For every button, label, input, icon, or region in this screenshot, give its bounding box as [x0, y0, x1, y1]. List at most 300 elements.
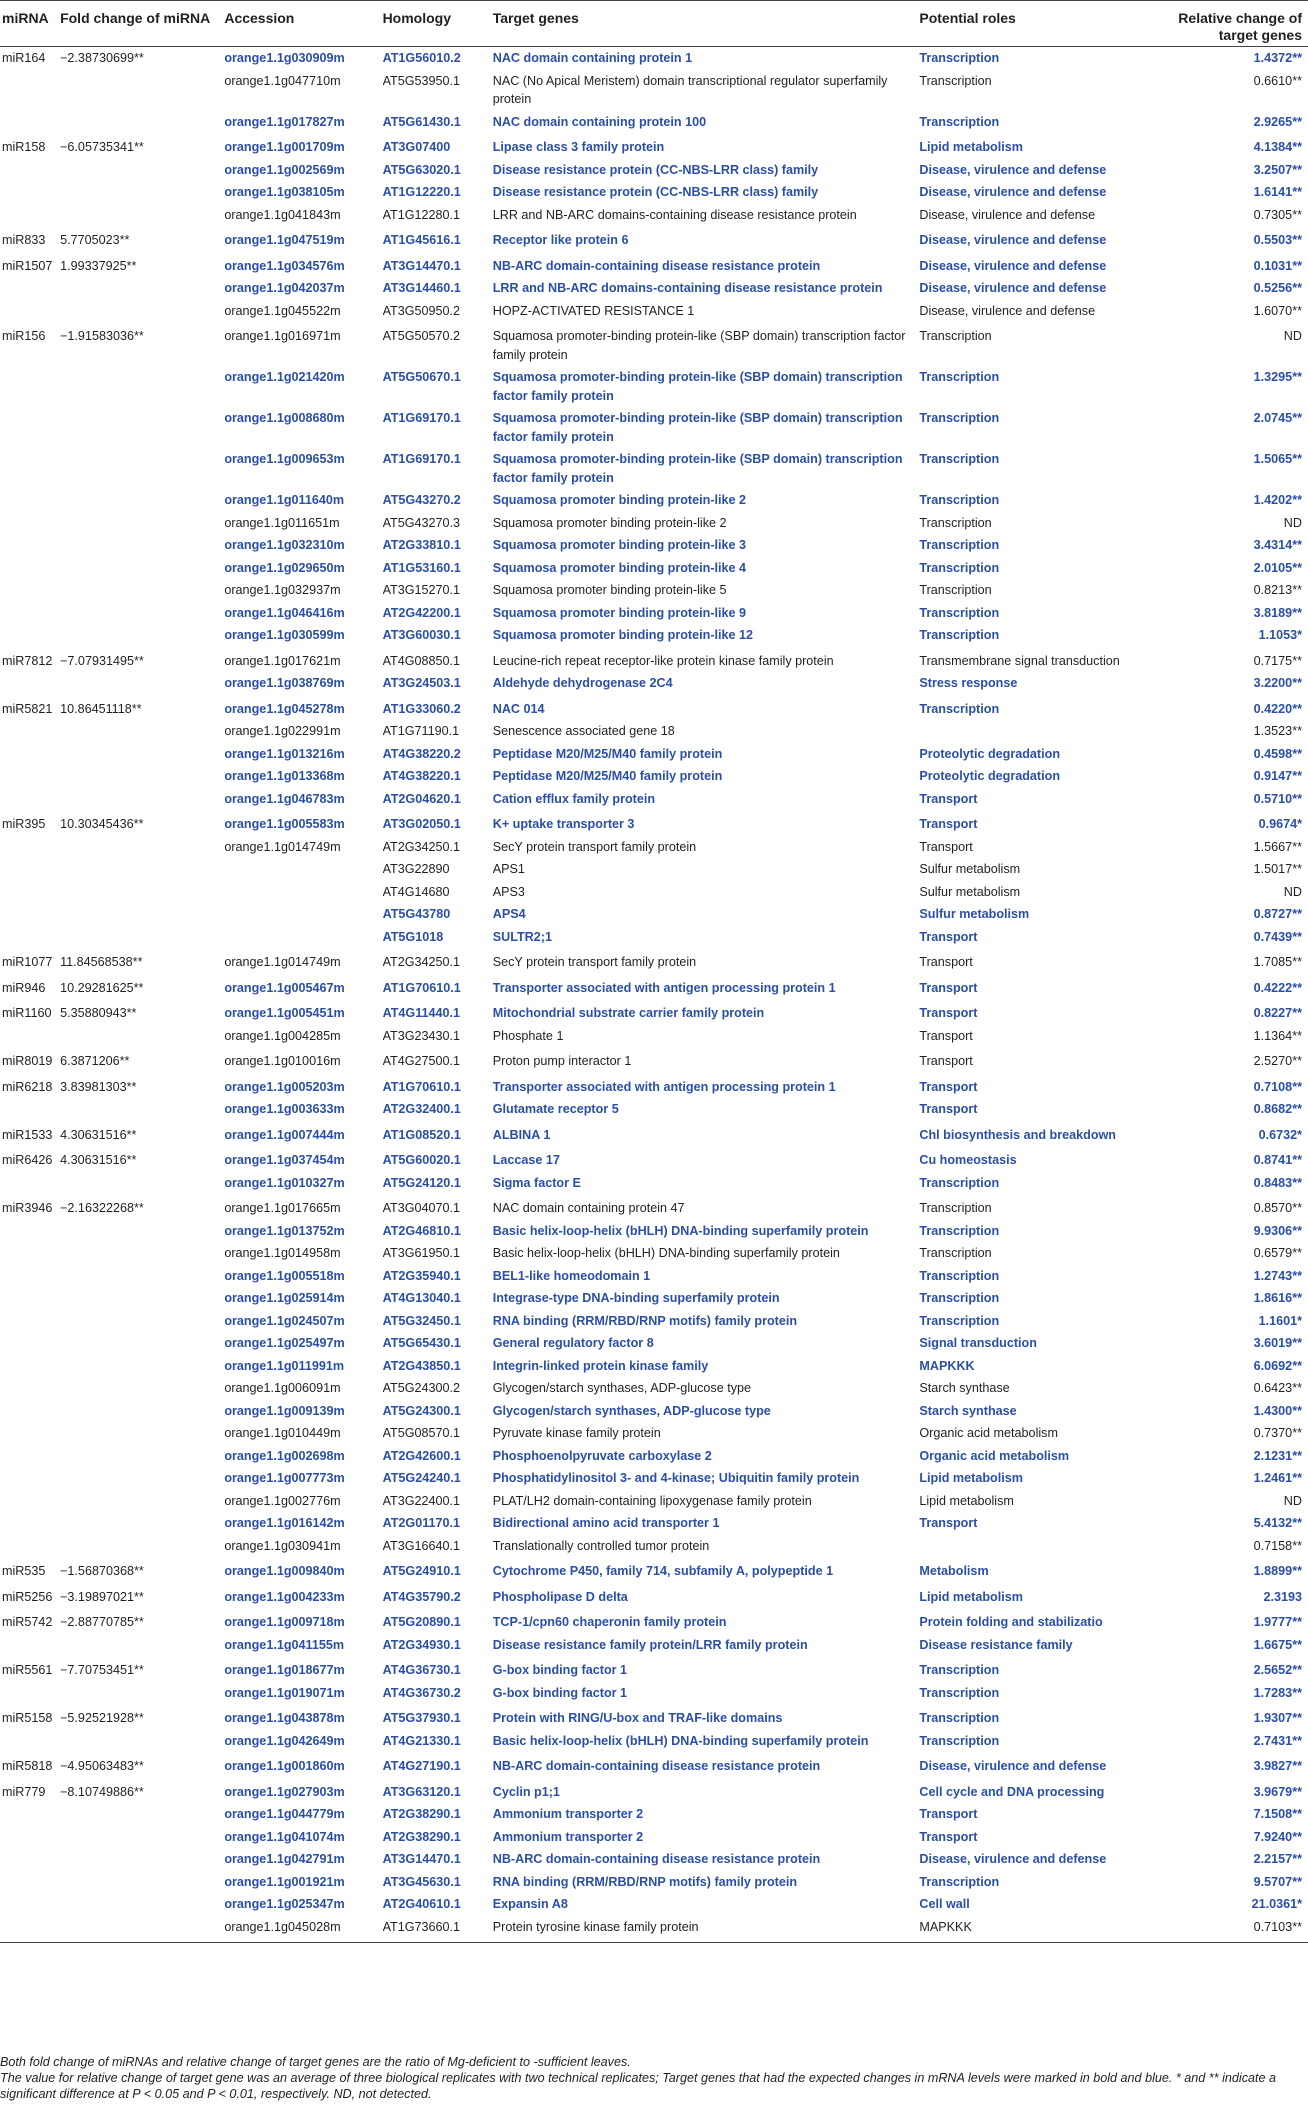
- cell-relative-change: 0.9147**: [1253, 769, 1302, 783]
- cell-homology: AT1G12220.1: [382, 185, 461, 199]
- cell-target-gene: General regulatory factor 8: [492, 1336, 654, 1350]
- table-row: [0, 1916, 1308, 1943]
- cell-relative-change: 2.3193: [1263, 1589, 1302, 1604]
- cell-homology: AT3G04070.1: [382, 1201, 461, 1215]
- table-row: [0, 1752, 1308, 1778]
- table-row: [0, 1893, 1308, 1916]
- table-row: [0, 111, 1308, 134]
- cell-potential-role: Transcription: [919, 1733, 1000, 1748]
- cell-fold-change: [60, 1220, 224, 1243]
- cell-homology: AT1G70610.1: [382, 980, 461, 995]
- table-row: [0, 1422, 1308, 1445]
- cell-potential-role: Starch synthase: [919, 1403, 1017, 1418]
- cell-potential-role: Transmembrane signal transduction: [919, 653, 1120, 668]
- cell-mirna: [0, 181, 60, 204]
- cell-homology: AT4G08850.1: [382, 653, 461, 668]
- cell-fold-change: [60, 557, 224, 580]
- cell-homology: AT5G60020.1: [382, 1153, 461, 1167]
- cell-fold-change: −1.56870368**: [60, 1564, 144, 1578]
- cell-target-gene: Squamosa promoter-binding protein-like (SBP domain) transcription factor family protein: [492, 329, 906, 362]
- cell-relative-change: 1.5667**: [1253, 839, 1302, 854]
- cell-potential-role: Transcription: [919, 1685, 1000, 1700]
- cell-target-gene: Cytochrome P450, family 714, subfamily A, polypeptide 1: [492, 1564, 834, 1578]
- cell-mirna: miR6426: [2, 1153, 53, 1167]
- cell-accession: [224, 858, 382, 881]
- cell-fold-change: [60, 1422, 224, 1445]
- cell-accession: orange1.1g011640m: [224, 493, 345, 507]
- cell-accession: orange1.1g025347m: [224, 1897, 345, 1911]
- cell-target-gene: Glycogen/starch synthases, ADP-glucose type: [492, 1403, 771, 1418]
- cell-target-gene: Peptidase M20/M25/M40 family protein: [492, 746, 723, 761]
- table-row: [0, 1583, 1308, 1609]
- cell-fold-change: [60, 1098, 224, 1121]
- cell-potential-role: Transport: [919, 791, 978, 806]
- cell-mirna: [0, 672, 60, 695]
- cell-accession: orange1.1g042649m: [224, 1733, 345, 1748]
- cell-mirna: [0, 111, 60, 134]
- cell-mirna: miR6218: [2, 1079, 53, 1094]
- cell-accession: orange1.1g038769m: [224, 676, 345, 690]
- cell-homology: AT2G38290.1: [382, 1807, 461, 1821]
- cell-accession: [224, 881, 382, 904]
- cell-relative-change: 1.3523**: [1253, 724, 1302, 738]
- cell-homology: AT1G45616.1: [382, 233, 461, 247]
- cell-target-gene: SULTR2;1: [492, 929, 552, 944]
- cell-fold-change: −2.16322268**: [60, 1201, 144, 1215]
- table-row: [0, 277, 1308, 300]
- table-row: [0, 407, 1308, 448]
- cell-homology: AT1G71190.1: [382, 724, 460, 738]
- cell-accession: orange1.1g041155m: [224, 1637, 345, 1652]
- cell-mirna: miR1160: [2, 1006, 52, 1020]
- cell-relative-change: 1.6070**: [1253, 303, 1302, 318]
- cell-fold-change: [60, 534, 224, 557]
- cell-target-gene: Ammonium transporter 2: [492, 1829, 644, 1844]
- cell-mirna: miR395: [2, 817, 46, 831]
- cell-homology: AT5G08570.1: [382, 1426, 461, 1440]
- cell-relative-change: 21.0361*: [1251, 1897, 1302, 1911]
- cell-relative-change: 0.4222**: [1253, 980, 1302, 995]
- cell-target-gene: Cyclin p1;1: [492, 1784, 560, 1799]
- cell-mirna: [0, 1422, 60, 1445]
- table-row: [0, 1826, 1308, 1849]
- cell-fold-change: −2.38730699**: [60, 51, 144, 65]
- table-row: [0, 1656, 1308, 1682]
- cell-homology: AT4G21330.1: [382, 1733, 461, 1748]
- cell-potential-role: Disease, virulence and defense: [919, 162, 1107, 177]
- cell-mirna: [0, 926, 60, 949]
- cell-accession: orange1.1g045278m: [224, 701, 345, 716]
- cell-mirna: [0, 1634, 60, 1657]
- cell-relative-change: 5.4132**: [1253, 1516, 1302, 1530]
- cell-homology: AT1G69170.1: [382, 452, 461, 466]
- cell-relative-change: 0.7108**: [1253, 1079, 1302, 1094]
- table-row: [0, 159, 1308, 182]
- table-row: [0, 1265, 1308, 1288]
- cell-potential-role: Transcription: [919, 1291, 1000, 1305]
- cell-target-gene: Ammonium transporter 2: [492, 1807, 644, 1821]
- cell-fold-change: [60, 1332, 224, 1355]
- table-row: [0, 1146, 1308, 1172]
- cell-homology: AT4G27500.1: [382, 1054, 461, 1068]
- cell-fold-change: 11.84568538**: [60, 955, 143, 969]
- cell-accession: orange1.1g034576m: [224, 258, 345, 273]
- cell-accession: orange1.1g030599m: [224, 628, 345, 642]
- cell-target-gene: Senescence associated gene 18: [492, 724, 675, 738]
- cell-mirna: miR5561: [2, 1663, 53, 1677]
- cell-potential-role: Transcription: [919, 452, 1000, 466]
- cell-homology: AT1G53160.1: [382, 560, 461, 575]
- cell-potential-role: Transcription: [919, 1175, 1000, 1190]
- cell-mirna: [0, 765, 60, 788]
- cell-potential-role: Transcription: [919, 605, 1000, 620]
- cell-target-gene: LRR and NB-ARC domains-containing disease resistance protein: [492, 281, 883, 295]
- cell-target-gene: APS3: [492, 884, 525, 899]
- table-row: [0, 858, 1308, 881]
- cell-homology: AT3G02050.1: [382, 817, 461, 831]
- cell-target-gene: Squamosa promoter binding protein-like 5: [492, 583, 727, 597]
- cell-accession: orange1.1g003633m: [224, 1102, 345, 1116]
- cell-potential-role: Transport: [919, 1807, 978, 1821]
- cell-homology: AT5G43270.3: [382, 515, 461, 530]
- cell-accession: orange1.1g008680m: [224, 411, 345, 425]
- cell-target-gene: Leucine-rich repeat receptor-like protein kinase family protein: [492, 653, 834, 668]
- table-row: [0, 489, 1308, 512]
- cell-accession: orange1.1g005518m: [224, 1268, 345, 1283]
- cell-target-gene: Squamosa promoter binding protein-like 2: [492, 515, 727, 530]
- cell-accession: orange1.1g046416m: [224, 605, 345, 620]
- cell-potential-role: Transcription: [919, 114, 1000, 129]
- cell-target-gene: NAC domain containing protein 100: [492, 114, 707, 129]
- cell-fold-change: [60, 1377, 224, 1400]
- cell-accession: orange1.1g007444m: [224, 1127, 345, 1142]
- cell-fold-change: [60, 1242, 224, 1265]
- table-row: [0, 1025, 1308, 1048]
- cell-homology: AT3G07400: [382, 140, 451, 154]
- cell-mirna: [0, 489, 60, 512]
- cell-target-gene: Transporter associated with antigen processing protein 1: [492, 1079, 836, 1094]
- cell-relative-change: 3.9827**: [1253, 1759, 1302, 1773]
- table-row: [0, 133, 1308, 159]
- cell-mirna: miR535: [2, 1564, 46, 1578]
- cell-target-gene: Basic helix-loop-helix (bHLH) DNA-binding superfamily protein: [492, 1733, 869, 1748]
- cell-accession: orange1.1g047710m: [224, 73, 341, 88]
- cell-target-gene: Sigma factor E: [492, 1175, 581, 1190]
- cell-relative-change: 1.4372**: [1253, 51, 1302, 65]
- cell-mirna: [0, 858, 60, 881]
- cell-fold-change: [60, 788, 224, 811]
- cell-relative-change: 1.1053*: [1258, 628, 1302, 642]
- table-footnotes: [0, 2054, 1300, 2102]
- cell-homology: AT2G40610.1: [382, 1897, 461, 1911]
- cell-target-gene: SecY protein transport family protein: [492, 839, 697, 854]
- cell-relative-change: 0.6732*: [1258, 1127, 1302, 1142]
- cell-potential-role: MAPKKK: [919, 1916, 1163, 1943]
- cell-relative-change: 1.8616**: [1253, 1291, 1302, 1305]
- cell-potential-role: Disease, virulence and defense: [919, 258, 1107, 273]
- cell-mirna: [0, 1310, 60, 1333]
- cell-mirna: [0, 512, 60, 535]
- cell-potential-role: Transport: [919, 1079, 978, 1094]
- cell-homology: AT4G14680: [382, 884, 450, 899]
- cell-accession: [224, 903, 382, 926]
- cell-relative-change: 9.5707**: [1253, 1874, 1302, 1889]
- cell-potential-role: Transport: [919, 955, 973, 969]
- cell-potential-role: Disease, virulence and defense: [919, 207, 1096, 222]
- cell-potential-role: Disease, virulence and defense: [919, 233, 1107, 247]
- cell-potential-role: Disease, virulence and defense: [919, 303, 1096, 318]
- cell-accession: orange1.1g014958m: [224, 1246, 341, 1260]
- cell-accession: orange1.1g019071m: [224, 1685, 345, 1700]
- cell-homology: AT2G32400.1: [382, 1102, 461, 1116]
- cell-potential-role: Transcription: [919, 370, 1000, 384]
- cell-relative-change: 0.7370**: [1253, 1426, 1302, 1440]
- cell-fold-change: [60, 159, 224, 182]
- cell-potential-role: Transport: [919, 1028, 973, 1043]
- cell-fold-change: −1.91583036**: [60, 329, 144, 343]
- cell-mirna: miR779: [2, 1784, 46, 1799]
- cell-homology: AT2G38290.1: [382, 1829, 461, 1844]
- cell-potential-role: Transport: [919, 929, 978, 944]
- cell-target-gene: Squamosa promoter-binding protein-like (SBP domain) transcription factor family protein: [492, 452, 903, 485]
- table-row: [0, 1242, 1308, 1265]
- cell-relative-change: 1.4202**: [1253, 493, 1302, 507]
- footnote-1: Both fold change of miRNAs and relative change of target genes are the ratio of Mg-deficient to -sufficient leaves.: [0, 2055, 631, 2069]
- cell-relative-change: 1.6675**: [1253, 1637, 1302, 1652]
- cell-accession: orange1.1g010449m: [224, 1426, 341, 1440]
- cell-mirna: miR5818: [2, 1759, 53, 1773]
- cell-potential-role: Stress response: [919, 676, 1018, 690]
- cell-target-gene: ALBINA 1: [492, 1127, 551, 1142]
- cell-accession: orange1.1g002776m: [224, 1493, 341, 1508]
- table-row: [0, 1194, 1308, 1220]
- cell-mirna: [0, 579, 60, 602]
- cell-fold-change: [60, 672, 224, 695]
- cell-fold-change: [60, 765, 224, 788]
- cell-relative-change: 0.8227**: [1253, 1006, 1302, 1020]
- cell-potential-role: Transcription: [919, 411, 1000, 425]
- cell-potential-role: Lipid metabolism: [919, 1589, 1023, 1604]
- cell-fold-change: [60, 1730, 224, 1753]
- cell-homology: AT3G45630.1: [382, 1874, 461, 1889]
- cell-relative-change: 1.2743**: [1253, 1268, 1302, 1283]
- cell-fold-change: [60, 903, 224, 926]
- cell-fold-change: −4.95063483**: [60, 1759, 144, 1773]
- cell-relative-change: 2.1231**: [1253, 1448, 1302, 1463]
- cell-mirna: [0, 788, 60, 811]
- cell-potential-role: Transcription: [919, 329, 992, 343]
- cell-fold-change: [60, 1803, 224, 1826]
- cell-fold-change: [60, 1871, 224, 1894]
- cell-homology: AT2G01170.1: [382, 1516, 461, 1530]
- cell-target-gene: Squamosa promoter-binding protein-like (SBP domain) transcription factor family protein: [492, 370, 903, 403]
- cell-relative-change: 3.4314**: [1253, 538, 1302, 552]
- cell-relative-change: 3.8189**: [1253, 605, 1302, 620]
- cell-potential-role: MAPKKK: [919, 1358, 975, 1373]
- cell-homology: AT1G70610.1: [382, 1079, 461, 1094]
- cell-homology: AT2G43850.1: [382, 1358, 461, 1373]
- cell-accession: orange1.1g045522m: [224, 303, 341, 318]
- cell-relative-change: ND: [1283, 884, 1302, 899]
- cell-fold-change: [60, 1265, 224, 1288]
- cell-potential-role: Starch synthase: [919, 1381, 1010, 1395]
- cell-mirna: [0, 624, 60, 647]
- cell-potential-role: Chl biosynthesis and breakdown: [919, 1127, 1116, 1142]
- cell-potential-role: Transcription: [919, 493, 1000, 507]
- cell-fold-change: [60, 1310, 224, 1333]
- cell-accession: orange1.1g032937m: [224, 583, 341, 597]
- cell-relative-change: 2.7431**: [1253, 1733, 1302, 1748]
- cell-relative-change: 0.7175**: [1253, 653, 1302, 668]
- cell-potential-role: Disease, virulence and defense: [919, 185, 1107, 199]
- cell-potential-role: [919, 1535, 1163, 1558]
- cell-potential-role: Transcription: [919, 1711, 1000, 1725]
- cell-potential-role: Cell wall: [919, 1897, 970, 1911]
- cell-mirna: [0, 534, 60, 557]
- table-row: [0, 695, 1308, 721]
- cell-potential-role: Transcription: [919, 51, 1000, 65]
- cell-accession: orange1.1g010016m: [224, 1054, 341, 1068]
- cell-homology: AT1G33060.2: [382, 701, 461, 716]
- cell-target-gene: Pyruvate kinase family protein: [492, 1426, 661, 1440]
- cell-relative-change: 6.0692**: [1253, 1358, 1302, 1373]
- cell-mirna: [0, 1265, 60, 1288]
- cell-target-gene: TCP-1/cpn60 chaperonin family protein: [492, 1615, 727, 1629]
- cell-accession: orange1.1g045028m: [224, 1916, 382, 1943]
- cell-fold-change: −8.10749886**: [60, 1784, 144, 1799]
- cell-mirna: miR158: [2, 140, 46, 154]
- cell-potential-role: Transport: [919, 1102, 978, 1116]
- cell-accession: orange1.1g042791m: [224, 1852, 345, 1866]
- cell-potential-role: Lipid metabolism: [919, 1493, 1014, 1508]
- cell-potential-role: Transport: [919, 817, 978, 831]
- cell-relative-change: 1.2461**: [1253, 1471, 1302, 1485]
- cell-accession: orange1.1g011651m: [224, 515, 340, 530]
- cell-homology: AT5G32450.1: [382, 1313, 461, 1328]
- cell-potential-role: Transport: [919, 839, 973, 854]
- cell-relative-change: 0.7305**: [1253, 207, 1302, 222]
- cell-relative-change: 3.2507**: [1253, 162, 1302, 177]
- cell-accession: orange1.1g009840m: [224, 1564, 345, 1578]
- cell-homology: AT4G38220.1: [382, 769, 461, 783]
- cell-mirna: [0, 557, 60, 580]
- header-potential-roles: Potential roles: [919, 1, 1163, 47]
- cell-fold-change: [60, 1916, 224, 1943]
- cell-mirna: [0, 300, 60, 323]
- cell-fold-change: [60, 366, 224, 407]
- cell-homology: AT3G60030.1: [382, 628, 461, 642]
- cell-homology: AT5G50570.2: [382, 329, 461, 343]
- cell-mirna: [0, 1220, 60, 1243]
- cell-homology: AT3G61950.1: [382, 1246, 461, 1260]
- cell-fold-change: [60, 881, 224, 904]
- cell-accession: orange1.1g042037m: [224, 281, 345, 295]
- cell-fold-change: −6.05735341**: [60, 140, 144, 154]
- cell-fold-change: [60, 489, 224, 512]
- cell-fold-change: [60, 1893, 224, 1916]
- cell-potential-role: Transcription: [919, 1874, 1000, 1889]
- cell-potential-role: Transcription: [919, 1313, 1000, 1328]
- cell-homology: AT4G11440.1: [382, 1006, 461, 1020]
- cell-fold-change: [60, 181, 224, 204]
- cell-fold-change: [60, 1826, 224, 1849]
- header-mirna: miRNA: [0, 1, 60, 47]
- cell-accession: orange1.1g014749m: [224, 955, 341, 969]
- cell-target-gene: Squamosa promoter-binding protein-like (SBP domain) transcription factor family protein: [492, 411, 903, 444]
- cell-relative-change: 0.5503**: [1253, 233, 1302, 247]
- cell-mirna: [0, 1682, 60, 1705]
- cell-mirna: [0, 1490, 60, 1513]
- cell-potential-role: Transcription: [919, 1663, 1000, 1677]
- cell-accession: orange1.1g005451m: [224, 1006, 345, 1020]
- cell-mirna: [0, 903, 60, 926]
- cell-homology: AT4G27190.1: [382, 1759, 461, 1773]
- cell-relative-change: 0.8727**: [1253, 907, 1302, 921]
- cell-target-gene: Receptor like protein 6: [492, 233, 629, 247]
- cell-target-gene: NB-ARC domain-containing disease resistance protein: [492, 1759, 821, 1773]
- cell-fold-change: [60, 1172, 224, 1195]
- table-row: [0, 999, 1308, 1025]
- cell-accession: orange1.1g001709m: [224, 140, 345, 154]
- cell-fold-change: [60, 1848, 224, 1871]
- cell-accession: orange1.1g001921m: [224, 1874, 345, 1889]
- cell-homology: AT4G36730.2: [382, 1685, 461, 1700]
- cell-mirna: miR5256: [2, 1589, 53, 1604]
- cell-fold-change: [60, 111, 224, 134]
- cell-relative-change: 0.8570**: [1253, 1201, 1302, 1215]
- table-row: [0, 926, 1308, 949]
- cell-relative-change: 0.6610**: [1253, 73, 1302, 88]
- cell-target-gene: Phosphate 1: [492, 1028, 564, 1043]
- cell-mirna: miR5821: [2, 701, 53, 716]
- cell-target-gene: Glycogen/starch synthases, ADP-glucose type: [492, 1381, 752, 1395]
- cell-relative-change: 1.5017**: [1253, 862, 1302, 876]
- table-row: [0, 788, 1308, 811]
- table-row: [0, 743, 1308, 766]
- table-row: [0, 974, 1308, 1000]
- cell-homology: AT5G53950.1: [382, 73, 461, 88]
- cell-target-gene: Disease resistance protein (CC-NBS-LRR class) family: [492, 185, 819, 199]
- table-row: [0, 1803, 1308, 1826]
- cell-potential-role: [919, 720, 1163, 743]
- cell-target-gene: Laccase 17: [492, 1153, 560, 1167]
- cell-target-gene: Squamosa promoter binding protein-like 9: [492, 605, 747, 620]
- cell-mirna: [0, 70, 60, 111]
- cell-homology: AT4G36730.1: [382, 1663, 461, 1677]
- cell-mirna: [0, 1826, 60, 1849]
- cell-homology: AT5G20890.1: [382, 1615, 461, 1629]
- cell-accession: orange1.1g029650m: [224, 560, 345, 575]
- cell-mirna: miR5742: [2, 1615, 53, 1629]
- cell-accession: orange1.1g009718m: [224, 1615, 345, 1629]
- cell-relative-change: 2.2157**: [1253, 1852, 1302, 1866]
- cell-homology: AT5G24300.2: [382, 1381, 461, 1395]
- cell-relative-change: 7.9240**: [1253, 1829, 1302, 1844]
- cell-accession: orange1.1g030941m: [224, 1538, 341, 1553]
- cell-mirna: [0, 1332, 60, 1355]
- cell-homology: AT1G73660.1: [383, 1916, 493, 1943]
- cell-mirna: [0, 1848, 60, 1871]
- cell-target-gene: Squamosa promoter binding protein-like 12: [492, 628, 754, 642]
- cell-target-gene: HOPZ-ACTIVATED RESISTANCE 1: [492, 303, 695, 318]
- header-homology: Homology: [383, 1, 493, 47]
- cell-target-gene: Protein with RING/U-box and TRAF-like domains: [492, 1711, 783, 1725]
- cell-fold-change: [60, 602, 224, 625]
- cell-target-gene: Disease resistance family protein/LRR family protein: [492, 1637, 808, 1652]
- table-row: [0, 1608, 1308, 1634]
- table-row: [0, 252, 1308, 278]
- cell-fold-change: 4.30631516**: [60, 1153, 137, 1167]
